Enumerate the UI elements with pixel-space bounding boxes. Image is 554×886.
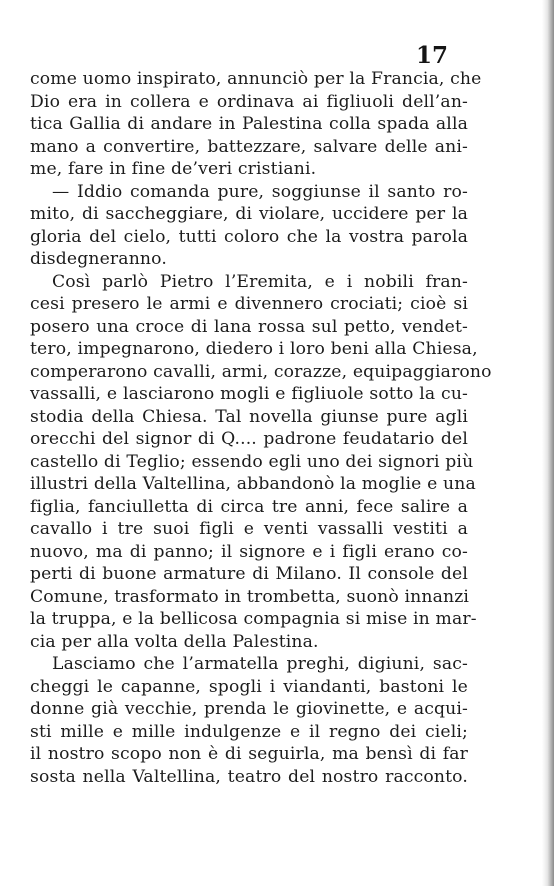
text-line: orecchi del signor di Q.... padrone feudatario del <box>30 429 468 449</box>
text-line: come uomo inspirato, annunciò per la Francia, che <box>30 69 482 89</box>
text-line: sti mille e mille indulgenze e il regno dei cieli; <box>30 721 468 742</box>
text-line: la truppa, e la bellicosa compagnia si mise in mar- <box>30 609 477 629</box>
text-line: castello di Teglio; essendo egli uno dei signori più <box>30 451 474 472</box>
text-line: tero, impegnarono, diedero i loro beni alla Chiesa, <box>30 339 478 359</box>
text-line: posero una croce di lana rossa sul petto, vendet- <box>30 316 468 337</box>
text-line: figlia, fanciulletta di circa tre anni, fece salire a <box>30 496 468 517</box>
text-line: Lasciamo che l’armatella preghi, digiuni, sac- <box>52 654 468 674</box>
text-line: sosta nella Valtellina, teatro del nostro racconto. <box>30 766 468 787</box>
text-line: stodia della Chiesa. Tal novella giunse pure agli <box>30 406 468 427</box>
text-line: Comune, trasformato in trombetta, suonò innanzi <box>30 586 470 607</box>
text-line: vassalli, e lasciarono mogli e figliuole sotto la cu- <box>30 384 468 404</box>
text-line: donne già vecchie, prenda le giovinette, e acqui- <box>30 699 468 719</box>
text-line: me, fare in fine de’veri cristiani. <box>30 159 317 179</box>
text-line: mano a convertire, battezzare, salvare delle ani- <box>30 136 468 157</box>
text-line: il nostro scopo non è di seguirla, ma bensì di far <box>30 744 468 764</box>
text-line: cesi presero le armi e divennero crociati; cioè si <box>30 294 468 314</box>
page-number: 17 <box>416 42 449 69</box>
text-line: comperarono cavalli, armi, corazze, equipaggiarono <box>30 361 492 382</box>
text-line: Dio era in collera e ordinava ai figliuoli dell’an- <box>30 91 468 112</box>
body-text <box>30 68 492 788</box>
text-line: perti di buone armature di Milano. Il console del <box>30 564 468 584</box>
text-line: disdegneranno. <box>30 249 167 269</box>
text-line: mito, di saccheggiare, di violare, uccidere per la <box>30 204 468 224</box>
text-line: cheggi le capanne, spogli i viandanti, bastoni le <box>30 676 468 697</box>
text-line: Così parlò Pietro l’Eremita, e i nobili fran- <box>52 271 468 292</box>
text-line: gloria del cielo, tutti coloro che la vostra parola <box>30 226 468 247</box>
text-line: illustri della Valtellina, abbandonò la moglie e una <box>30 474 476 494</box>
text-line: nuovo, ma di panno; il signore e i figli erano co- <box>30 541 468 562</box>
page-edge-shadow <box>542 0 554 886</box>
text-line: cavallo i tre suoi figli e venti vassalli vestiti a <box>30 519 468 539</box>
text-line: cia per alla volta della Palestina. <box>30 631 319 652</box>
text-line: tica Gallia di andare in Palestina colla spada alla <box>30 114 468 134</box>
text-line: — Iddio comanda pure, soggiunse il santo ro- <box>52 181 468 202</box>
